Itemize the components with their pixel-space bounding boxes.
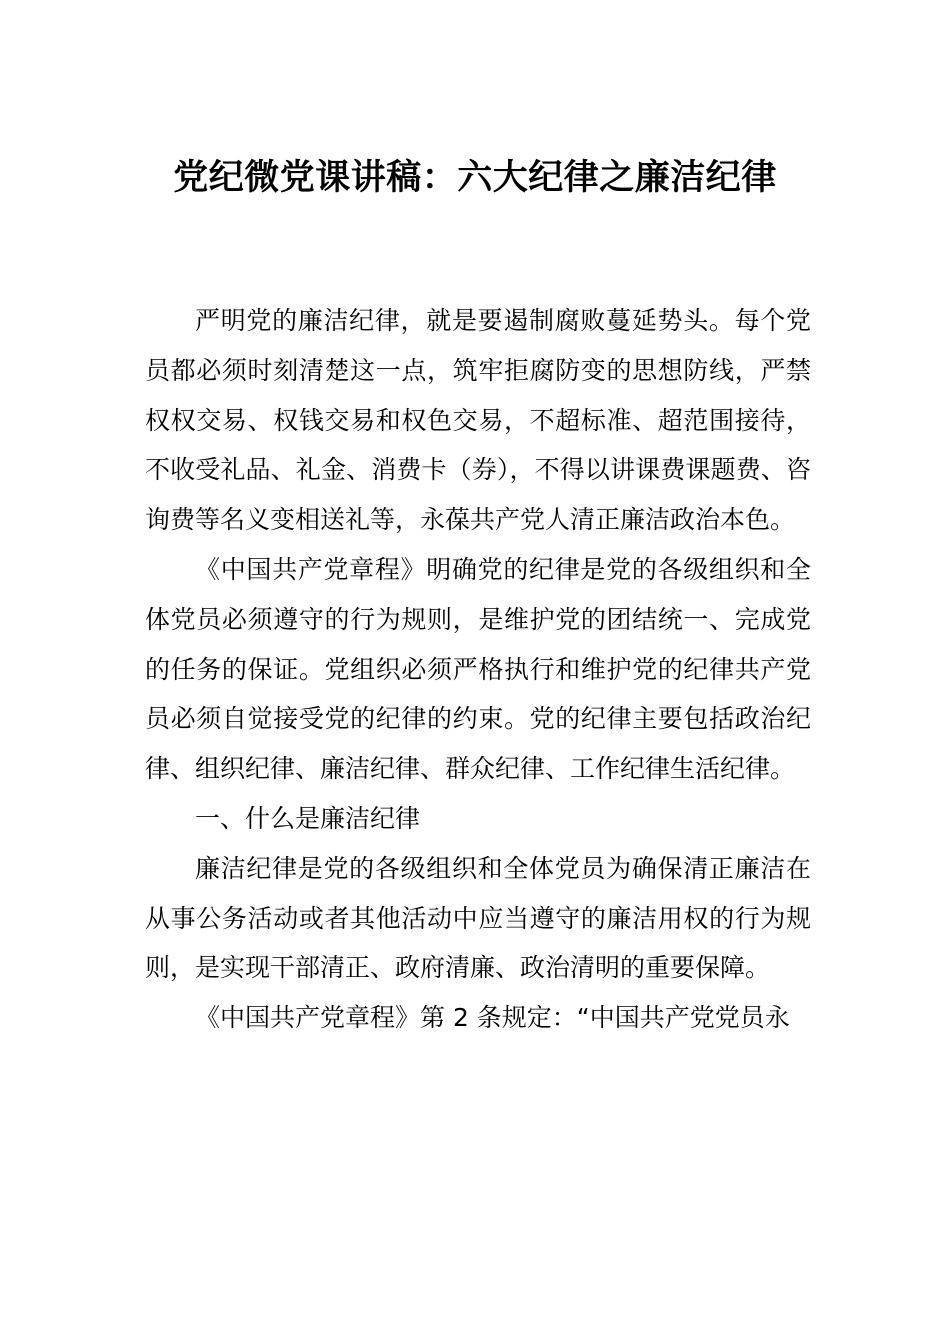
section-heading: 一、什么是廉洁纪律 — [195, 803, 421, 833]
document-title: 党纪微党课讲稿：六大纪律之廉洁纪律 — [173, 158, 777, 198]
paragraph-1: 严明党的廉洁纪律，就是要遏制腐败蔓延势头。每个党员都必须时刻清楚这一点，筑牢拒腐防变的思想防线，严禁权权交易、权钱交易和权色交易，不超标准、超范围接待，不收受礼品、礼金、消费卡（券），不得以讲课费课题费、咨询费等名义变相送礼等，永葆共产党人清正廉洁政治本色。 — [145, 306, 811, 535]
document-body — [145, 296, 811, 1043]
paragraph-2: 《中国共产党章程》明确党的纪律是党的各级组织和全体党员必须遵守的行为规则，是维护党的团结统一、完成党的任务的保证。党组织必须严格执行和维护党的纪律共产党员必须自觉接受党的纪律的约束。党的纪律主要包括政治纪律、组织纪律、廉洁纪律、群众纪律、工作纪律生活纪律。 — [145, 554, 811, 784]
paragraph-4: 《中国共产党章程》第 2 条规定：“中国共产党党员永 — [195, 1003, 790, 1033]
paragraph-3: 廉洁纪律是党的各级组织和全体党员为确保清正廉洁在从事公务活动或者其他活动中应当遵守的廉洁用权的行为规则，是实现干部清正、政府清廉、政治清明的重要保障。 — [145, 853, 811, 983]
